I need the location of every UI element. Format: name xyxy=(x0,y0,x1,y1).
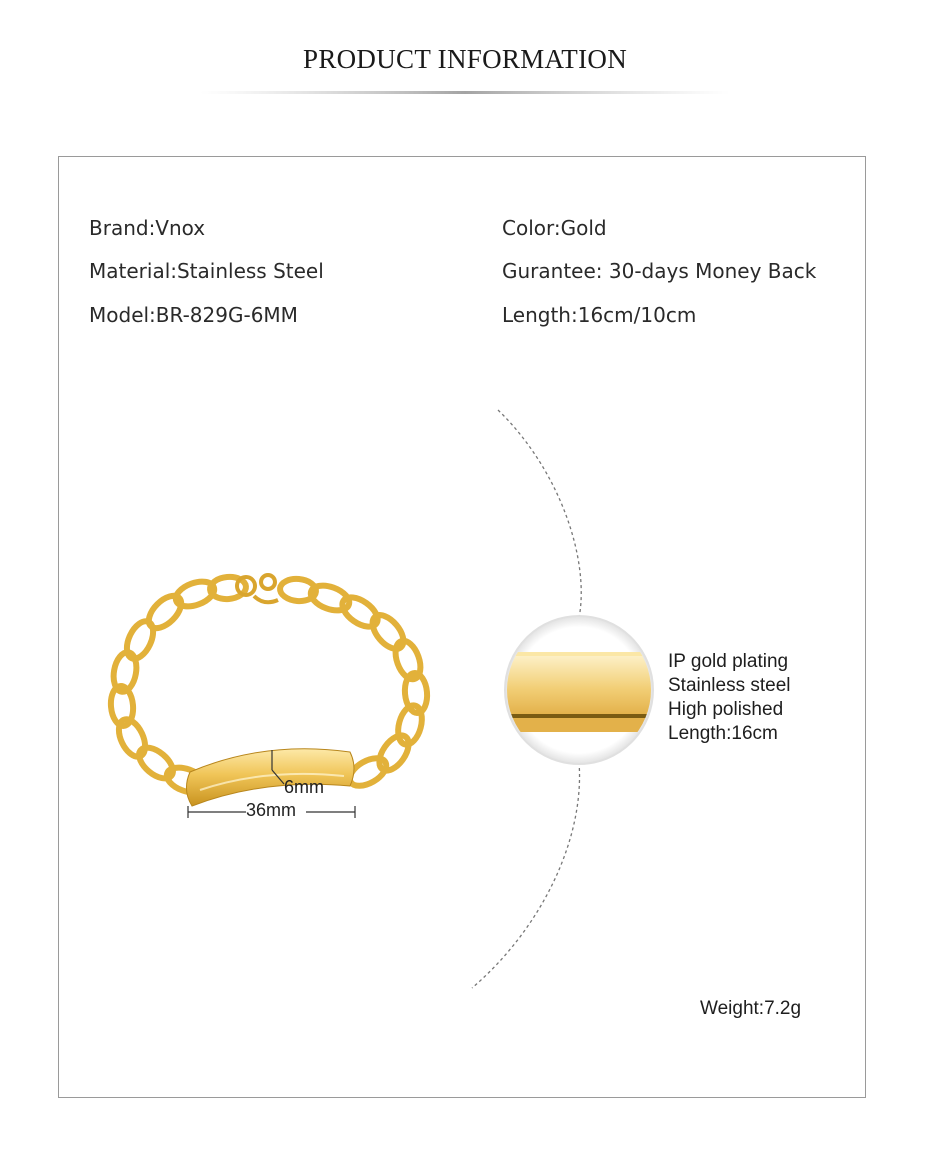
feature-length: Length:16cm xyxy=(668,723,778,744)
feature-callout xyxy=(668,650,791,746)
dashed-arc xyxy=(498,410,581,618)
feature-plating: IP gold plating xyxy=(668,651,789,672)
weight-label: Weight:7.2g xyxy=(700,998,802,1019)
dashed-arc-lower xyxy=(472,762,580,988)
spec-length: Length:16cm/10cm xyxy=(502,303,697,327)
spec-brand: Brand:Vnox xyxy=(89,216,206,240)
spec-color: Color:Gold xyxy=(502,216,607,240)
height-dimension-label: 6mm xyxy=(284,777,324,797)
spec-guarantee: Gurantee: 30-days Money Back xyxy=(502,259,817,283)
width-dimension-label: 36mm xyxy=(246,800,297,820)
page-title: PRODUCT INFORMATION xyxy=(303,44,627,74)
spec-model: Model:BR-829G-6MM xyxy=(89,303,298,327)
spec-material: Material:Stainless Steel xyxy=(89,259,324,283)
id-plate xyxy=(186,749,354,806)
feature-finish: High polished xyxy=(668,699,784,720)
feature-material: Stainless steel xyxy=(668,675,791,696)
